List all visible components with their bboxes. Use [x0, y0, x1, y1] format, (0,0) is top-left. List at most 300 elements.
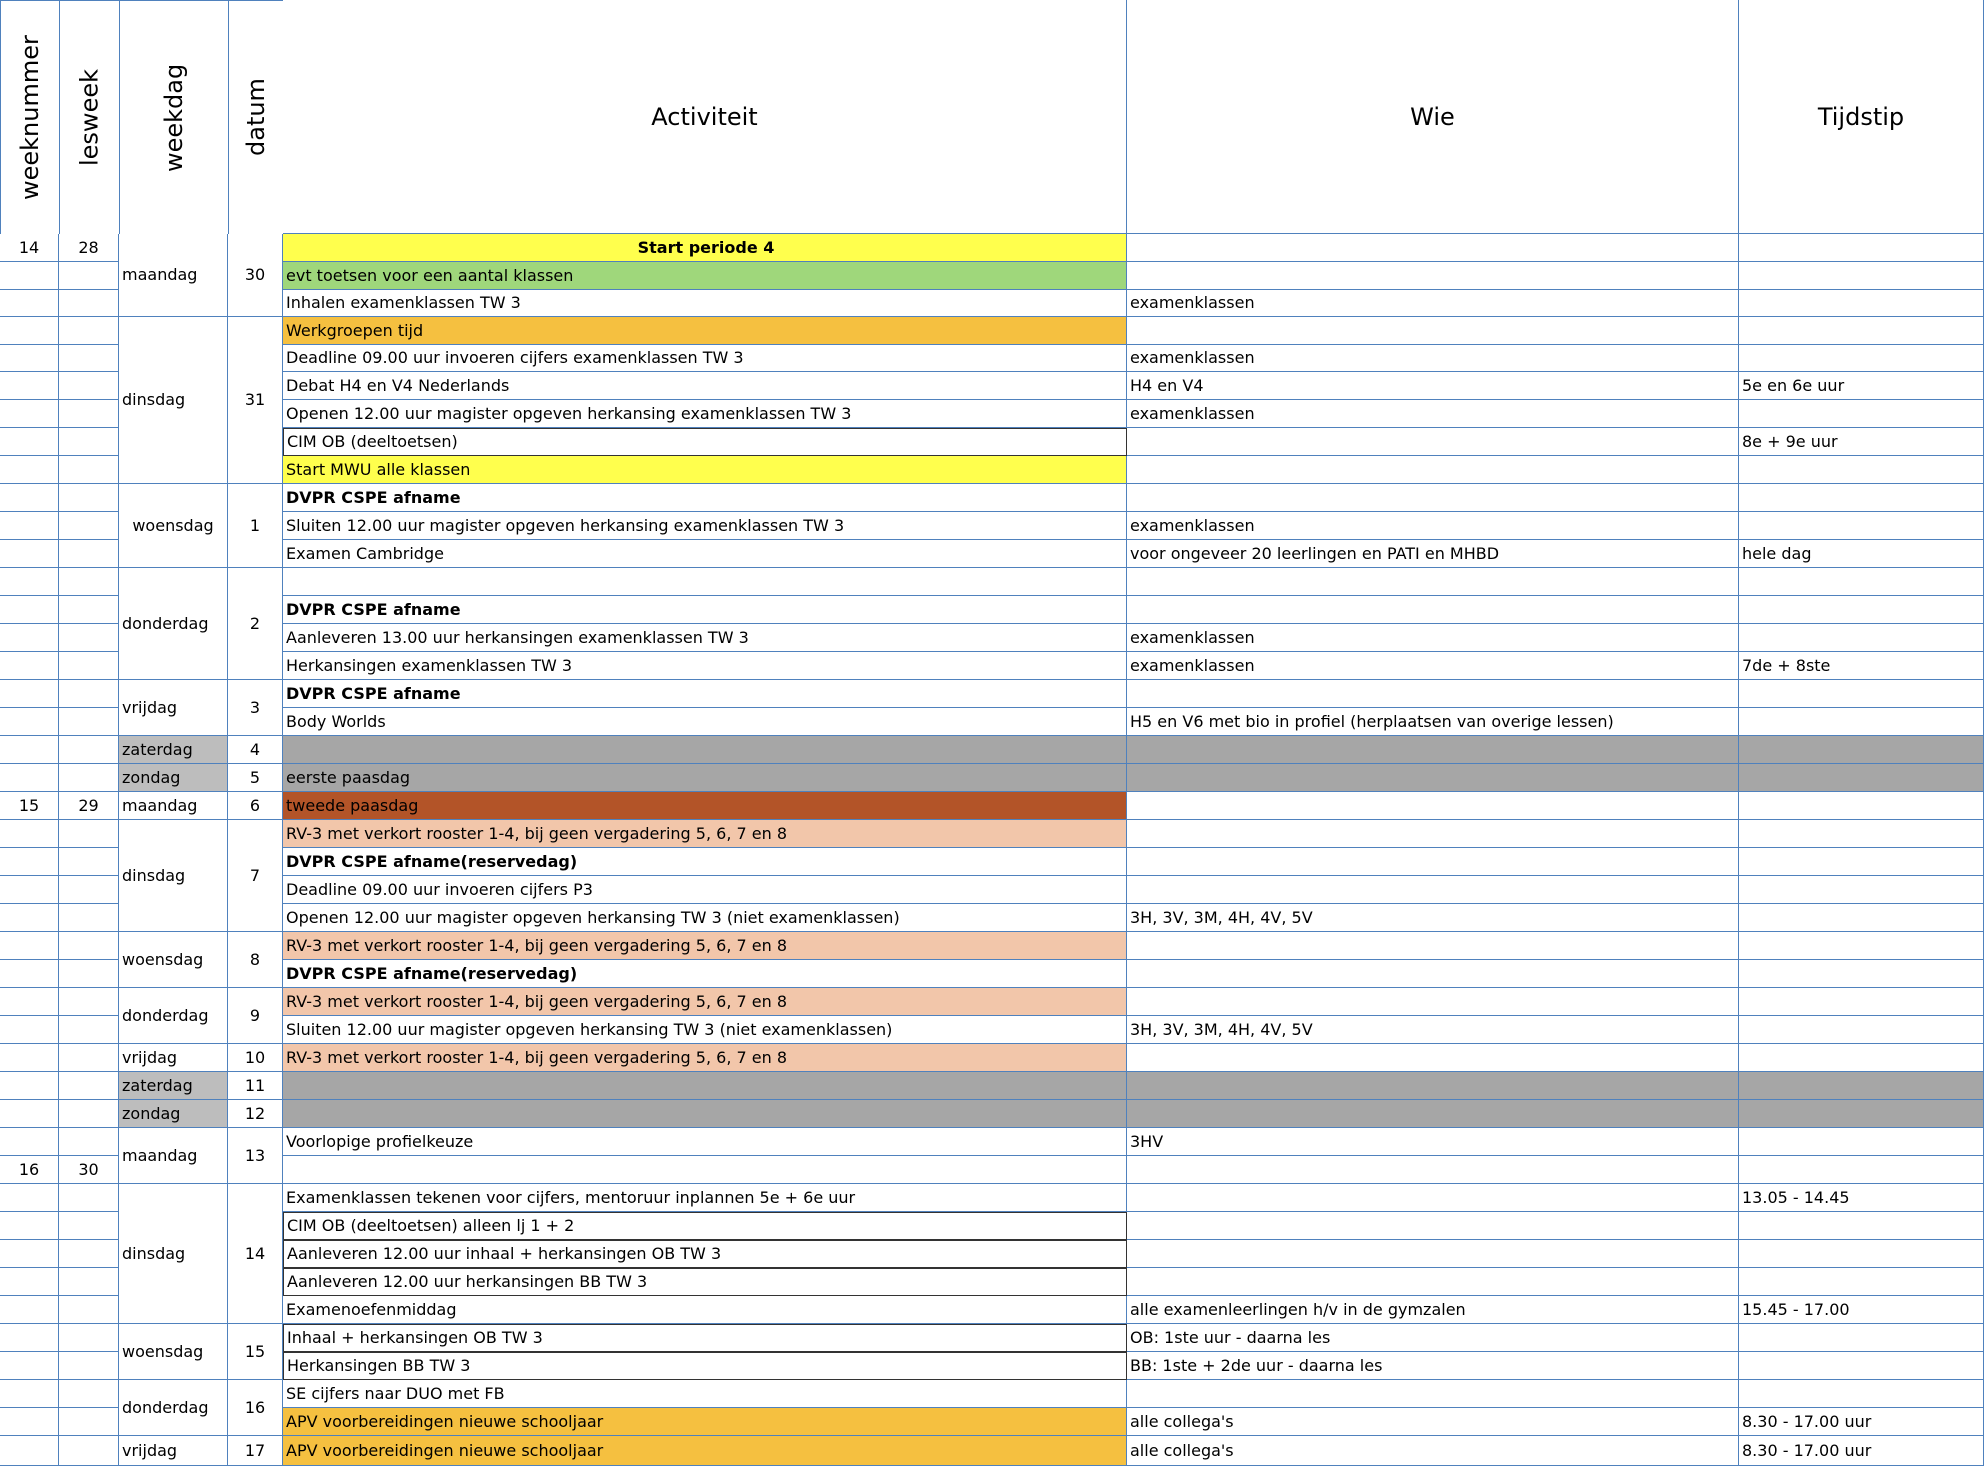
wie-cell-text: 3H, 3V, 3M, 4H, 4V, 5V — [1130, 907, 1313, 927]
weeknummer-cell[interactable] — [0, 400, 59, 428]
datum-cell-text: 17 — [244, 1440, 266, 1460]
activity-cell-text: DVPR CSPE afname — [286, 487, 461, 507]
activity-cell[interactable] — [283, 792, 1127, 820]
datum-cell-text: 16 — [244, 1397, 266, 1417]
wie-cell[interactable] — [1127, 568, 1739, 596]
weeknummer-cell[interactable] — [0, 736, 59, 764]
wie-cell[interactable] — [1127, 680, 1739, 708]
tijdstip-cell[interactable] — [1739, 652, 1984, 680]
activity-cell[interactable] — [283, 1324, 1127, 1352]
wie-cell[interactable] — [1127, 876, 1739, 904]
tijdstip-cell[interactable] — [1739, 820, 1984, 848]
header-activiteit[interactable] — [283, 0, 1127, 234]
tijdstip-cell[interactable] — [1739, 1380, 1984, 1408]
activity-cell[interactable] — [283, 596, 1127, 624]
weekdag-cell[interactable] — [119, 1072, 228, 1100]
lesweek-cell[interactable] — [59, 1044, 119, 1072]
tijdstip-cell[interactable] — [1739, 568, 1984, 596]
activity-cell[interactable] — [283, 960, 1127, 988]
tijdstip-cell[interactable] — [1739, 932, 1984, 960]
wie-cell-text: BB: 1ste + 2de uur - daarna les — [1130, 1355, 1383, 1375]
wie-cell[interactable] — [1127, 428, 1739, 456]
weekdag-cell-text: woensdag — [122, 949, 204, 969]
tijdstip-cell[interactable] — [1739, 1072, 1984, 1100]
weeknummer-cell[interactable] — [0, 1184, 59, 1212]
lesweek-cell[interactable] — [59, 484, 119, 512]
tijdstip-cell[interactable] — [1739, 624, 1984, 652]
weeknummer-cell[interactable] — [0, 876, 59, 904]
lesweek-cell[interactable] — [59, 1184, 119, 1212]
weeknummer-cell[interactable] — [0, 1268, 59, 1296]
datum-cell[interactable] — [228, 1324, 283, 1380]
datum-cell[interactable] — [228, 792, 283, 820]
activity-cell[interactable] — [283, 512, 1127, 540]
weekdag-cell[interactable] — [119, 484, 228, 568]
tijdstip-cell-text: 15.45 - 17.00 — [1742, 1299, 1850, 1319]
tijdstip-cell[interactable] — [1739, 876, 1984, 904]
weeknummer-cell[interactable] — [0, 428, 59, 456]
activity-cell[interactable] — [283, 1296, 1127, 1324]
activity-cell[interactable] — [283, 1128, 1127, 1156]
weeknummer-cell[interactable] — [0, 317, 59, 345]
wie-cell[interactable] — [1127, 1240, 1739, 1268]
activity-cell[interactable] — [283, 1240, 1127, 1268]
wie-cell[interactable] — [1127, 290, 1739, 317]
wie-cell[interactable] — [1127, 1436, 1739, 1466]
lesweek-cell[interactable] — [59, 596, 119, 624]
datum-cell[interactable] — [228, 317, 283, 484]
activity-cell[interactable] — [283, 624, 1127, 652]
lesweek-cell[interactable] — [59, 568, 119, 596]
tijdstip-cell[interactable] — [1739, 400, 1984, 428]
tijdstip-cell[interactable] — [1739, 680, 1984, 708]
wie-cell[interactable] — [1127, 1100, 1739, 1128]
weekdag-cell-text: vrijdag — [122, 1047, 178, 1067]
weeknummer-cell[interactable] — [0, 1240, 59, 1268]
weekdag-cell-text: maandag — [122, 1145, 198, 1165]
wie-cell-text: H5 en V6 met bio in profiel (herplaatsen van overige lessen) — [1130, 711, 1614, 731]
datum-cell[interactable] — [228, 568, 283, 680]
weeknummer-cell[interactable] — [0, 1352, 59, 1380]
weekdag-cell[interactable] — [119, 792, 228, 820]
weeknummer-cell[interactable] — [0, 596, 59, 624]
activity-cell-text: Start MWU alle klassen — [286, 459, 471, 479]
activity-cell[interactable] — [283, 988, 1127, 1016]
activity-cell[interactable] — [283, 1268, 1127, 1296]
weeknummer-cell[interactable] — [0, 540, 59, 568]
wie-cell[interactable] — [1127, 932, 1739, 960]
wie-cell[interactable] — [1127, 317, 1739, 345]
weekdag-cell[interactable] — [119, 234, 228, 317]
weeknummer-cell[interactable] — [0, 680, 59, 708]
lesweek-cell[interactable] — [59, 512, 119, 540]
tijdstip-cell[interactable] — [1739, 234, 1984, 262]
activity-cell[interactable] — [283, 290, 1127, 317]
wie-cell[interactable] — [1127, 1156, 1739, 1184]
activity-cell[interactable] — [283, 1016, 1127, 1044]
wie-cell[interactable] — [1127, 960, 1739, 988]
lesweek-cell[interactable] — [59, 1324, 119, 1352]
tijdstip-cell[interactable] — [1739, 290, 1984, 317]
header-weekdag[interactable] — [119, 0, 228, 234]
tijdstip-cell[interactable] — [1739, 736, 1984, 764]
header-wie[interactable] — [1127, 0, 1739, 234]
header-tijdstip[interactable] — [1739, 0, 1984, 234]
tijdstip-cell[interactable] — [1739, 904, 1984, 932]
datum-cell[interactable] — [228, 1380, 283, 1436]
weeknummer-cell[interactable] — [0, 904, 59, 932]
header-lesweek-label: lesweek — [75, 69, 104, 166]
datum-cell[interactable] — [228, 820, 283, 932]
tijdstip-cell[interactable] — [1739, 1296, 1984, 1324]
header-datum[interactable] — [228, 0, 283, 234]
weeknummer-cell[interactable] — [0, 512, 59, 540]
activity-cell-text: Debat H4 en V4 Nederlands — [286, 375, 510, 395]
activity-cell-text: DVPR CSPE afname(reservedag) — [286, 851, 578, 871]
wie-cell[interactable] — [1127, 400, 1739, 428]
weekdag-cell[interactable] — [119, 1436, 228, 1466]
lesweek-cell[interactable] — [59, 1016, 119, 1044]
lesweek-cell[interactable] — [59, 652, 119, 680]
datum-cell[interactable] — [228, 1100, 283, 1128]
weeknummer-cell[interactable] — [0, 848, 59, 876]
lesweek-cell[interactable] — [59, 372, 119, 400]
lesweek-cell[interactable] — [59, 234, 119, 262]
wie-cell[interactable] — [1127, 512, 1739, 540]
weeknummer-cell[interactable] — [0, 568, 59, 596]
tijdstip-cell[interactable] — [1739, 1016, 1984, 1044]
wie-cell[interactable] — [1127, 484, 1739, 512]
datum-cell[interactable] — [228, 764, 283, 792]
header-wie-label: Wie — [1410, 102, 1455, 131]
wie-cell[interactable] — [1127, 372, 1739, 400]
activity-cell-text: CIM OB (deeltoetsen) — [287, 432, 458, 451]
tijdstip-cell[interactable] — [1739, 960, 1984, 988]
datum-cell[interactable] — [228, 1128, 283, 1184]
wie-cell[interactable] — [1127, 345, 1739, 372]
activity-cell[interactable] — [283, 1044, 1127, 1072]
weeknummer-cell[interactable] — [0, 456, 59, 484]
lesweek-cell[interactable] — [59, 932, 119, 960]
activity-cell[interactable] — [283, 820, 1127, 848]
weeknummer-cell[interactable] — [0, 764, 59, 792]
activity-cell[interactable] — [283, 400, 1127, 428]
lesweek-cell[interactable] — [59, 400, 119, 428]
lesweek-cell[interactable] — [59, 1380, 119, 1408]
wie-cell[interactable] — [1127, 1044, 1739, 1072]
tijdstip-cell[interactable] — [1739, 1128, 1984, 1156]
activity-cell[interactable] — [283, 456, 1127, 484]
weeknummer-cell[interactable] — [0, 1156, 59, 1184]
activity-cell[interactable] — [283, 932, 1127, 960]
lesweek-cell[interactable] — [59, 792, 119, 820]
wie-cell[interactable] — [1127, 1324, 1739, 1352]
tijdstip-cell[interactable] — [1739, 512, 1984, 540]
tijdstip-cell[interactable] — [1739, 540, 1984, 568]
weekdag-cell[interactable] — [119, 1044, 228, 1072]
weeknummer-cell[interactable] — [0, 960, 59, 988]
activity-cell[interactable] — [283, 540, 1127, 568]
wie-cell[interactable] — [1127, 708, 1739, 736]
lesweek-cell[interactable] — [59, 988, 119, 1016]
wie-cell-text: examenklassen — [1130, 627, 1255, 647]
tijdstip-cell[interactable] — [1739, 1436, 1984, 1466]
wie-cell[interactable] — [1127, 1072, 1739, 1100]
weekdag-cell[interactable] — [119, 1100, 228, 1128]
weeknummer-cell[interactable] — [0, 290, 59, 317]
tijdstip-cell[interactable] — [1739, 848, 1984, 876]
header-weeknummer[interactable] — [0, 0, 59, 234]
activity-cell[interactable] — [283, 484, 1127, 512]
tijdstip-cell[interactable] — [1739, 596, 1984, 624]
weeknummer-cell[interactable] — [0, 1044, 59, 1072]
weeknummer-cell[interactable] — [0, 1296, 59, 1324]
wie-cell-text: alle collega's — [1130, 1440, 1234, 1460]
tijdstip-cell[interactable] — [1739, 988, 1984, 1016]
weekdag-cell[interactable] — [119, 680, 228, 736]
wie-cell[interactable] — [1127, 736, 1739, 764]
tijdstip-cell[interactable] — [1739, 428, 1984, 456]
activity-cell[interactable] — [283, 1352, 1127, 1380]
lesweek-cell-text: 30 — [78, 1159, 99, 1179]
weekdag-cell[interactable] — [119, 988, 228, 1044]
lesweek-cell[interactable] — [59, 1268, 119, 1296]
wie-cell[interactable] — [1127, 1128, 1739, 1156]
activity-cell[interactable] — [283, 234, 1127, 262]
activity-cell[interactable] — [283, 1212, 1127, 1240]
weeknummer-cell[interactable] — [0, 1408, 59, 1436]
wie-cell-text: examenklassen — [1130, 348, 1255, 367]
tijdstip-cell[interactable] — [1739, 484, 1984, 512]
lesweek-cell[interactable] — [59, 1436, 119, 1466]
lesweek-cell[interactable] — [59, 262, 119, 290]
tijdstip-cell[interactable] — [1739, 262, 1984, 290]
activity-cell[interactable] — [283, 764, 1127, 792]
datum-cell-text: 2 — [249, 613, 261, 633]
header-lesweek[interactable] — [59, 0, 119, 234]
weekdag-cell[interactable] — [119, 820, 228, 932]
lesweek-cell[interactable] — [59, 1212, 119, 1240]
weeknummer-cell[interactable] — [0, 932, 59, 960]
datum-cell[interactable] — [228, 736, 283, 764]
weekdag-cell[interactable] — [119, 1184, 228, 1324]
datum-cell[interactable] — [228, 988, 283, 1044]
weekdag-cell[interactable] — [119, 317, 228, 484]
activity-cell-text: Werkgroepen tijd — [286, 320, 424, 340]
datum-cell[interactable] — [228, 234, 283, 317]
activity-cell[interactable] — [283, 262, 1127, 290]
activity-cell[interactable] — [283, 1156, 1127, 1184]
tijdstip-cell[interactable] — [1739, 1408, 1984, 1436]
lesweek-cell[interactable] — [59, 1072, 119, 1100]
weekdag-cell[interactable] — [119, 764, 228, 792]
tijdstip-cell[interactable] — [1739, 792, 1984, 820]
wie-cell[interactable] — [1127, 820, 1739, 848]
weeknummer-cell[interactable] — [0, 1212, 59, 1240]
activity-cell[interactable] — [283, 1380, 1127, 1408]
activity-cell-text: SE cijfers naar DUO met FB — [286, 1383, 505, 1403]
activity-cell-text: APV voorbereidingen nieuwe schooljaar — [286, 1411, 604, 1431]
weeknummer-cell[interactable] — [0, 1072, 59, 1100]
activity-cell[interactable] — [283, 680, 1127, 708]
tijdstip-cell[interactable] — [1739, 456, 1984, 484]
lesweek-cell[interactable] — [59, 345, 119, 372]
weekdag-cell[interactable] — [119, 932, 228, 988]
activity-cell[interactable] — [283, 1184, 1127, 1212]
activity-cell[interactable] — [283, 568, 1127, 596]
weeknummer-cell[interactable] — [0, 820, 59, 848]
activity-cell-text: Sluiten 12.00 uur magister opgeven herkansing examenklassen TW 3 — [286, 515, 845, 535]
lesweek-cell[interactable] — [59, 1100, 119, 1128]
weeknummer-cell[interactable] — [0, 624, 59, 652]
weeknummer-cell[interactable] — [0, 708, 59, 736]
weekdag-cell[interactable] — [119, 736, 228, 764]
activity-cell[interactable] — [283, 1100, 1127, 1128]
tijdstip-cell[interactable] — [1739, 1268, 1984, 1296]
lesweek-cell[interactable] — [59, 848, 119, 876]
wie-cell[interactable] — [1127, 596, 1739, 624]
datum-cell[interactable] — [228, 1184, 283, 1324]
tijdstip-cell[interactable] — [1739, 345, 1984, 372]
activity-cell[interactable] — [283, 848, 1127, 876]
activity-cell[interactable] — [283, 317, 1127, 345]
weekdag-cell-text: maandag — [122, 795, 198, 815]
tijdstip-cell[interactable] — [1739, 1184, 1984, 1212]
activity-cell-text: RV-3 met verkort rooster 1-4, bij geen vergadering 5, 6, 7 en 8 — [286, 991, 788, 1011]
activity-cell[interactable] — [283, 708, 1127, 736]
datum-cell-text: 30 — [244, 265, 266, 284]
weeknummer-cell[interactable] — [0, 1324, 59, 1352]
tijdstip-cell[interactable] — [1739, 1352, 1984, 1380]
tijdstip-cell[interactable] — [1739, 1044, 1984, 1072]
datum-cell[interactable] — [228, 1044, 283, 1072]
wie-cell[interactable] — [1127, 1212, 1739, 1240]
lesweek-cell[interactable] — [59, 624, 119, 652]
datum-cell[interactable] — [228, 1072, 283, 1100]
activity-cell[interactable] — [283, 1408, 1127, 1436]
lesweek-cell[interactable] — [59, 960, 119, 988]
weeknummer-cell[interactable] — [0, 372, 59, 400]
wie-cell[interactable] — [1127, 1184, 1739, 1212]
activity-cell-text: Examenklassen tekenen voor cijfers, mentoruur inplannen 5e + 6e uur — [286, 1187, 856, 1207]
weeknummer-cell[interactable] — [0, 234, 59, 262]
activity-cell-text: Inhalen examenklassen TW 3 — [286, 293, 521, 312]
wie-cell[interactable] — [1127, 904, 1739, 932]
weeknummer-cell[interactable] — [0, 1100, 59, 1128]
lesweek-cell[interactable] — [59, 820, 119, 848]
wie-cell[interactable] — [1127, 792, 1739, 820]
lesweek-cell[interactable] — [59, 764, 119, 792]
wie-cell[interactable] — [1127, 1016, 1739, 1044]
lesweek-cell[interactable] — [59, 1240, 119, 1268]
activity-cell[interactable] — [283, 345, 1127, 372]
tijdstip-cell[interactable] — [1739, 372, 1984, 400]
activity-cell[interactable] — [283, 1072, 1127, 1100]
datum-cell[interactable] — [228, 1436, 283, 1466]
datum-cell[interactable] — [228, 932, 283, 988]
weekdag-cell[interactable] — [119, 1128, 228, 1184]
weeknummer-cell[interactable] — [0, 1380, 59, 1408]
wie-cell[interactable] — [1127, 624, 1739, 652]
wie-cell[interactable] — [1127, 540, 1739, 568]
lesweek-cell[interactable] — [59, 1156, 119, 1184]
wie-cell[interactable] — [1127, 234, 1739, 262]
weeknummer-cell[interactable] — [0, 345, 59, 372]
wie-cell[interactable] — [1127, 456, 1739, 484]
wie-cell[interactable] — [1127, 1296, 1739, 1324]
weeknummer-cell[interactable] — [0, 1128, 59, 1156]
weeknummer-cell[interactable] — [0, 484, 59, 512]
tijdstip-cell[interactable] — [1739, 1100, 1984, 1128]
weekdag-cell[interactable] — [119, 1380, 228, 1436]
activity-cell[interactable] — [283, 876, 1127, 904]
activity-cell-text: Aanleveren 12.00 uur herkansingen BB TW 3 — [287, 1272, 648, 1291]
lesweek-cell[interactable] — [59, 680, 119, 708]
wie-cell[interactable] — [1127, 1380, 1739, 1408]
header-weekdag-label: weekdag — [160, 63, 188, 172]
weeknummer-cell[interactable] — [0, 988, 59, 1016]
activity-cell[interactable] — [283, 428, 1127, 456]
lesweek-cell[interactable] — [59, 708, 119, 736]
lesweek-cell[interactable] — [59, 876, 119, 904]
wie-cell[interactable] — [1127, 1408, 1739, 1436]
activity-cell[interactable] — [283, 652, 1127, 680]
datum-cell[interactable] — [228, 484, 283, 568]
weeknummer-cell[interactable] — [0, 1436, 59, 1466]
weekdag-cell[interactable] — [119, 1324, 228, 1380]
tijdstip-cell[interactable] — [1739, 764, 1984, 792]
wie-cell[interactable] — [1127, 1268, 1739, 1296]
lesweek-cell[interactable] — [59, 904, 119, 932]
wie-cell[interactable] — [1127, 652, 1739, 680]
activity-cell[interactable] — [283, 904, 1127, 932]
tijdstip-cell[interactable] — [1739, 1212, 1984, 1240]
lesweek-cell[interactable] — [59, 1408, 119, 1436]
lesweek-cell[interactable] — [59, 290, 119, 317]
wie-cell[interactable] — [1127, 848, 1739, 876]
lesweek-cell[interactable] — [59, 1128, 119, 1156]
weeknummer-cell[interactable] — [0, 652, 59, 680]
wie-cell[interactable] — [1127, 764, 1739, 792]
activity-cell[interactable] — [283, 1436, 1127, 1466]
tijdstip-cell[interactable] — [1739, 317, 1984, 345]
lesweek-cell[interactable] — [59, 540, 119, 568]
weekdag-cell[interactable] — [119, 568, 228, 680]
activity-cell-text: CIM OB (deeltoetsen) alleen lj 1 + 2 — [287, 1216, 575, 1235]
datum-cell[interactable] — [228, 680, 283, 736]
activity-cell[interactable] — [283, 372, 1127, 400]
lesweek-cell[interactable] — [59, 1296, 119, 1324]
tijdstip-cell[interactable] — [1739, 1240, 1984, 1268]
tijdstip-cell[interactable] — [1739, 1156, 1984, 1184]
weeknummer-cell[interactable] — [0, 262, 59, 290]
tijdstip-cell[interactable] — [1739, 1324, 1984, 1352]
wie-cell-text: examenklassen — [1130, 293, 1255, 312]
weeknummer-cell[interactable] — [0, 792, 59, 820]
weekdag-cell-text: dinsdag — [122, 1243, 186, 1263]
wie-cell[interactable] — [1127, 262, 1739, 290]
lesweek-cell[interactable] — [59, 428, 119, 456]
activity-cell[interactable] — [283, 736, 1127, 764]
lesweek-cell[interactable] — [59, 456, 119, 484]
wie-cell[interactable] — [1127, 988, 1739, 1016]
tijdstip-cell[interactable] — [1739, 708, 1984, 736]
weeknummer-cell[interactable] — [0, 1016, 59, 1044]
wie-cell[interactable] — [1127, 1352, 1739, 1380]
lesweek-cell[interactable] — [59, 317, 119, 345]
lesweek-cell[interactable] — [59, 736, 119, 764]
lesweek-cell[interactable] — [59, 1352, 119, 1380]
